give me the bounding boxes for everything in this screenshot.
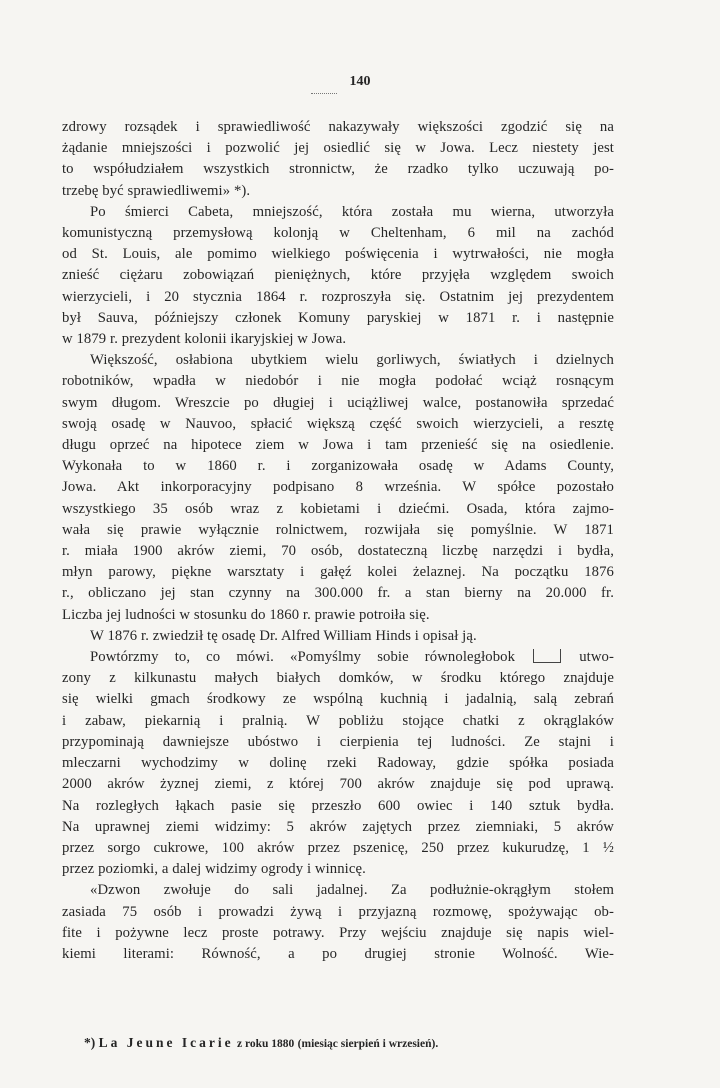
parallelogram-figure-icon <box>533 649 561 663</box>
text-line: robotników, wpadła w niedobór i nie mogła podołać wciąż rosnącym <box>62 373 614 390</box>
page-number-rule <box>311 93 337 94</box>
text-line: i zabaw, piekarnią i pralnią. W pobliżu stojące chatki z okrąglaków <box>62 712 614 729</box>
footnote <box>84 1035 438 1051</box>
text-line: Na rozległych łąkach pasie się przeszło 600 owiec i 140 sztuk bydła. <box>62 797 614 814</box>
footnote-text: (miesiąc sierpień i wrzesień). <box>297 1038 439 1050</box>
text-line: zony z kilkunastu małych białych domków, w środku którego znajduje <box>62 670 614 687</box>
text-line: W 1876 r. zwiedził tę osadę Dr. Alfred William Hinds i opisał ją. <box>90 627 477 644</box>
text-line: 2000 akrów żyznej ziemi, z której 700 akrów znajduje się pod uprawą. <box>62 776 614 793</box>
footnote-marker: *) <box>84 1035 96 1050</box>
text-line: przypominają dawniejsze ubóstwo i cierpienia tej ludności. Ze stajni i <box>62 733 614 750</box>
text-line: mleczarni wychodzimy w dolinę rzeki Radoway, gdzie spółka posiada <box>62 755 614 772</box>
text-line: r., obliczano jej stan czynny na 300.000 fr. a stan bierny na 20.000 fr. <box>62 585 614 602</box>
text-line: to współudziałem wszystkich stronnictw, że rzadko tylko uczuwają po- <box>62 161 614 178</box>
text-line: r. miała 1900 akrów ziemi, 70 osób, dostateczną liczbę narzędzi i bydła, <box>62 543 614 560</box>
text-line-with-figure <box>62 647 614 668</box>
text-line: przez poziomki, a dalej widzimy ogrody i winnicę. <box>62 861 366 878</box>
text-line: Jowa. Akt inkorporacyjny podpisano 8 września. W spółce pozostało <box>62 479 614 496</box>
text-fragment: Powtórzmy to, co mówi. «Pomyślmy sobie równoległobok <box>90 649 516 666</box>
text-line: komunistyczną przemysłową kolonją w Cheltenham, 6 mil na zachód <box>62 225 614 242</box>
text-line: wszystkiego 35 osób wraz z kobietami i dziećmi. Osada, która zajmo- <box>62 500 614 517</box>
text-line: Liczba jej ludności w stosunku do 1860 r. prawie potroiła się. <box>62 606 430 623</box>
text-line: zasiada 75 osób i prowadzi żywą i przyjazną rozmowę, spożywając ob- <box>62 903 614 920</box>
page-number: 140 <box>349 74 371 89</box>
text-line: fite i pożywne lecz proste potrawy. Przy wejściu znajduje się napis wiel- <box>62 924 614 941</box>
text-line: przez sorgo cukrowe, 100 akrów przez pszenicę, 250 przez kukurudzę, 1 ½ <box>62 839 614 856</box>
text-line: znieść ciężaru zobowiązań pieniężnych, które przyjęła względem swoich <box>62 267 614 284</box>
text-line: «Dzwon zwołuje do sali jadalnej. Za podłużnie-okrągłym stołem <box>90 882 614 899</box>
body-text <box>62 117 614 965</box>
text-line: od St. Louis, ale pomimo wielkiego poświęcenia i wytrwałości, nie mogła <box>62 246 614 263</box>
text-line: kiemi literami: Równość, a po drugiej stronie Wolność. Wie- <box>62 945 614 962</box>
text-line: wała się prawie wyłącznie rolnictwem, rozwijała się pomyślnie. W 1871 <box>62 521 614 538</box>
text-line: długu oprzeć na hipotece ziem w Jowa i tam przenieść się na osiedlenie. <box>62 437 614 454</box>
text-line: swym długom. Wreszcie po długiej i uciążliwej walce, postanowiła sprzedać <box>62 394 614 411</box>
text-line: Większość, osłabiona ubytkiem wielu gorliwych, światłych i dzielnych <box>90 352 614 369</box>
text-line: zdrowy rozsądek i sprawiedliwość nakazywały większości zgodzić się na <box>62 119 614 135</box>
footnote-title: La Jeune Icarie <box>98 1035 234 1050</box>
text-line: w 1879 r. prezydent kolonii ikaryjskiej w Jowa. <box>62 331 347 348</box>
text-line: Wykonała to w 1860 r. i zorganizowała osadę w Adams County, <box>62 458 614 475</box>
text-line: żądanie mniejszości i pozwolić jej osiedlić się w Jowa. Lecz niestety jest <box>62 140 614 157</box>
footnote-text: z roku 1880 <box>237 1038 295 1050</box>
text-line: był Sauva, późniejszy członek Komuny paryskiej w 1871 r. i następnie <box>62 309 614 326</box>
text-fragment: utwo- <box>579 649 614 666</box>
text-line: wierzycieli, i 20 stycznia 1864 r. rozproszyła się. Ostatnim jej prezydentem <box>62 288 614 305</box>
text-line: trzebę być sprawiedliwemi» *). <box>62 182 251 199</box>
text-line: się wielki gmach środkowy ze wspólną kuchnią i jadalnią, salą zebrań <box>62 691 614 708</box>
text-line: młyn parowy, piękne warsztaty i gałęź kolei żelaznej. Na początku 1876 <box>62 564 614 581</box>
text-line: Na uprawnej ziemi widzimy: 5 akrów zajętych przez ziemniaki, 5 akrów <box>62 818 614 835</box>
text-line: swoją osadę w Nauvoo, spłacić większą część swoich wierzycieli, a resztę <box>62 415 614 432</box>
text-line: Po śmierci Cabeta, mniejszość, która została mu wierna, utworzyła <box>90 203 614 220</box>
